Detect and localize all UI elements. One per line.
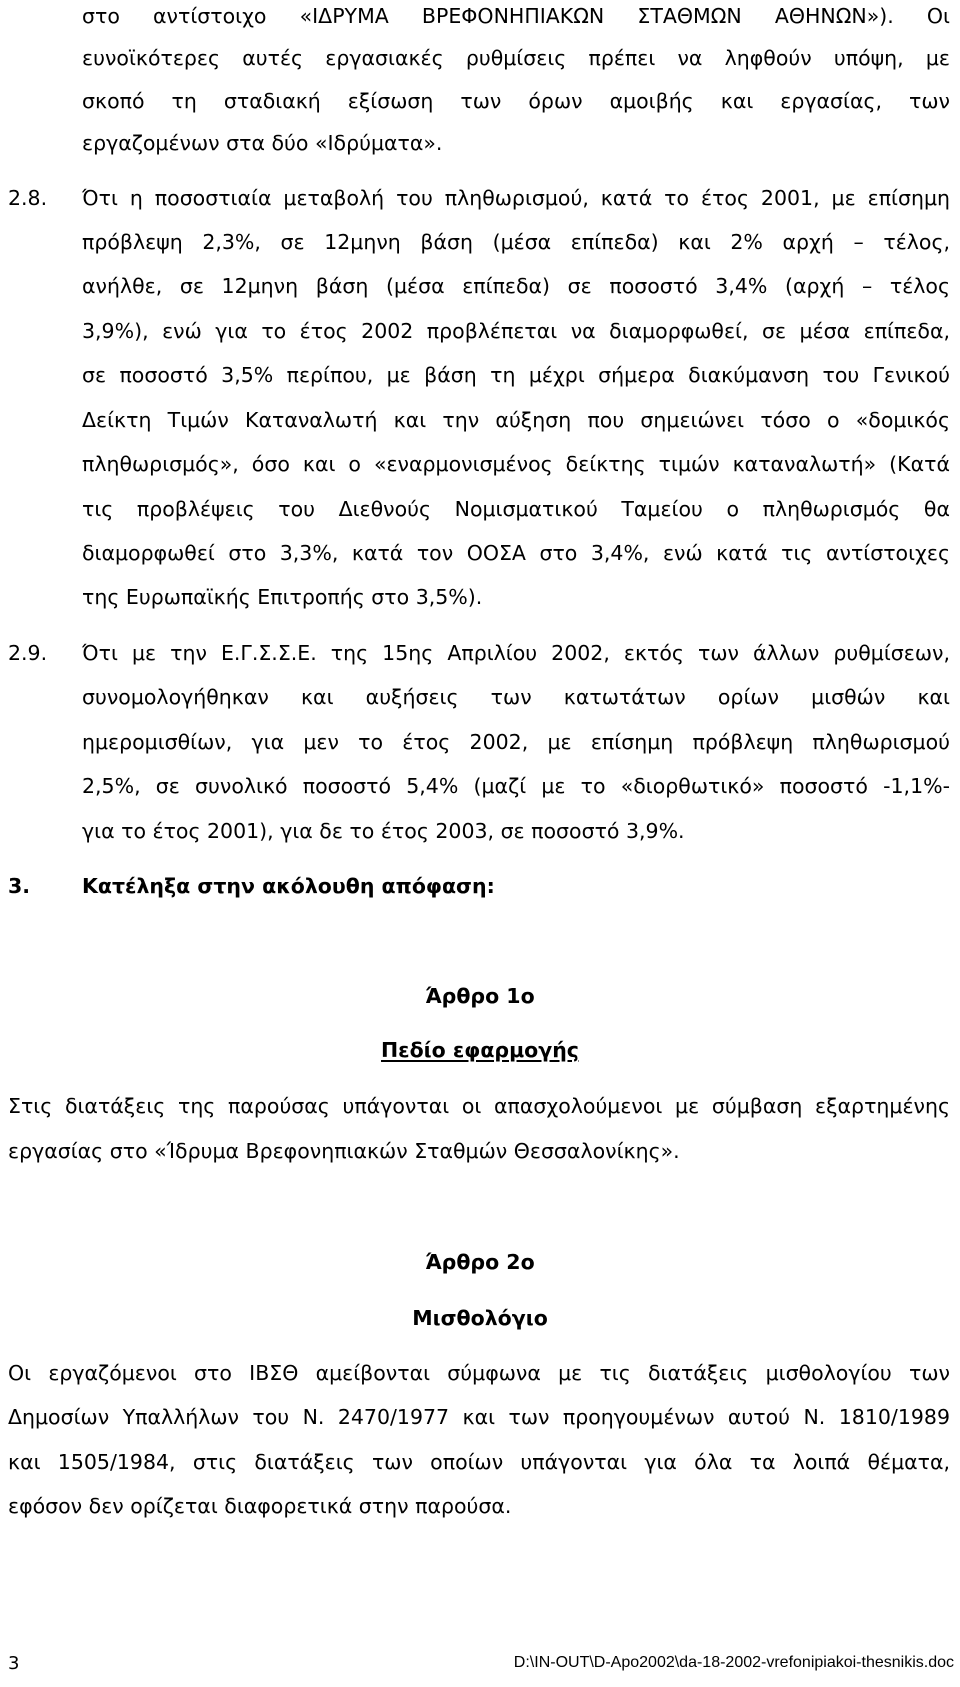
article-subheading: Μισθολόγιο xyxy=(412,1306,548,1330)
text-line: ημερομισθίων, για μεν το έτος 2002, με επίσημη πρόβλεψη πληθωρισμού xyxy=(82,730,950,754)
article-subheading xyxy=(0,1040,960,1061)
text-line: Ότι με την Ε.Γ.Σ.Σ.Ε. της 15ης Απριλίου 2002, εκτός των άλλων ρυθμίσεων, xyxy=(82,641,950,665)
text-line: 3,9%), ενώ για το έτος 2002 προβλέπεται να διαμορφωθεί, σε μέσα επίπεδα, xyxy=(82,319,950,343)
item-number: 2.8. xyxy=(8,186,48,210)
text-line: πληθωρισμός», όσο και ο «εναρμονισμένος δείκτης τιμών καταναλωτή» (Κατά xyxy=(82,452,950,476)
section-number: 3. xyxy=(8,874,31,898)
text-line: της Ευρωπαϊκής Επιτροπής στο 3,5%). xyxy=(82,585,483,609)
text-line: Οι εργαζόμενοι στο ΙΒΣΘ αμείβονται σύμφωνα με τις διατάξεις μισθολογίου των xyxy=(8,1361,950,1385)
text-line: ευνοϊκότερες αυτές εργασιακές ρυθμίσεις πρέπει να ληφθούν υπόψη, με xyxy=(82,46,950,70)
text-line: εφόσον δεν ορίζεται διαφορετικά στην παρούσα. xyxy=(8,1494,512,1518)
text-line: και 1505/1984, στις διατάξεις των οποίων υπάγονται για όλα τα λοιπά θέματα, xyxy=(8,1450,950,1474)
text-line: τις προβλέψεις του Διεθνούς Νομισματικού Ταμείου ο πληθωρισμός θα xyxy=(82,497,950,521)
text-line: για το έτος 2001), για δε το έτος 2003, σε ποσοστό 3,9%. xyxy=(82,819,685,843)
text-line: ανήλθε, σε 12μηνη βάση (μέσα επίπεδα) σε ποσοστό 3,4% (αρχή – τέλος xyxy=(82,274,950,298)
text-line: 2,5%, σε συνολικό ποσοστό 5,4% (μαζί με το «διορθωτικό» ποσοστό -1,1%- xyxy=(82,774,950,798)
text-line: Ότι η ποσοστιαία μεταβολή του πληθωρισμού, κατά το έτος 2001, με επίσημη xyxy=(82,186,950,210)
item-number: 2.9. xyxy=(8,641,48,665)
text-line: Δημοσίων Υπαλλήλων του Ν. 2470/1977 και των προηγουμένων αυτού Ν. 1810/1989 xyxy=(8,1405,950,1429)
section-title: Κατέληξα στην ακόλουθη απόφαση: xyxy=(82,874,495,898)
text-line: Στις διατάξεις της παρούσας υπάγονται οι απασχολούμενοι με σύμβαση εξαρτημένης xyxy=(8,1094,950,1118)
text-line: εργασίας στο «Ίδρυμα Βρεφονηπιακών Σταθμών Θεσσαλονίκης». xyxy=(8,1139,680,1163)
text-line: Δείκτη Τιμών Καταναλωτή και την αύξηση που σημειώνει τόσο ο «δομικός xyxy=(82,408,950,432)
text-line: συνομολογήθηκαν και αυξήσεις των κατωτάτων ορίων μισθών και xyxy=(82,685,950,709)
text-line: εργαζομένων στα δύο «Ιδρύματα». xyxy=(82,131,443,155)
article-heading: Άρθρο 1ο xyxy=(425,984,535,1008)
text-line: σκοπό τη σταδιακή εξίσωση των όρων αμοιβής και εργασίας, των xyxy=(82,89,950,113)
article-subheading-text: Πεδίο εφαρμογής xyxy=(381,1038,579,1062)
page-number: 3 xyxy=(8,1653,20,1674)
text-line: πρόβλεψη 2,3%, σε 12μηνη βάση (μέσα επίπεδα) και 2% αρχή – τέλος, xyxy=(82,230,950,254)
text-line: σε ποσοστό 3,5% περίπου, με βάση τη μέχρι σήμερα διακύμανση του Γενικού xyxy=(82,363,950,387)
footer-file-path: D:\IN-OUT\D-Apo2002\da-18-2002-vrefonipiakoi-thesnikis.doc xyxy=(513,1654,954,1671)
article-heading: Άρθρο 2ο xyxy=(425,1250,535,1274)
text-line: στο αντίστοιχο «ΙΔΡΥΜΑ ΒΡΕΦΟΝΗΠΙΑΚΩΝ ΣΤΑΘΜΩΝ ΑΘΗΝΩΝ»). Οι xyxy=(82,4,950,28)
text-line: διαμορφωθεί στο 3,3%, κατά τον ΟΟΣΑ στο 3,4%, ενώ κατά τις αντίστοιχες xyxy=(82,541,950,565)
